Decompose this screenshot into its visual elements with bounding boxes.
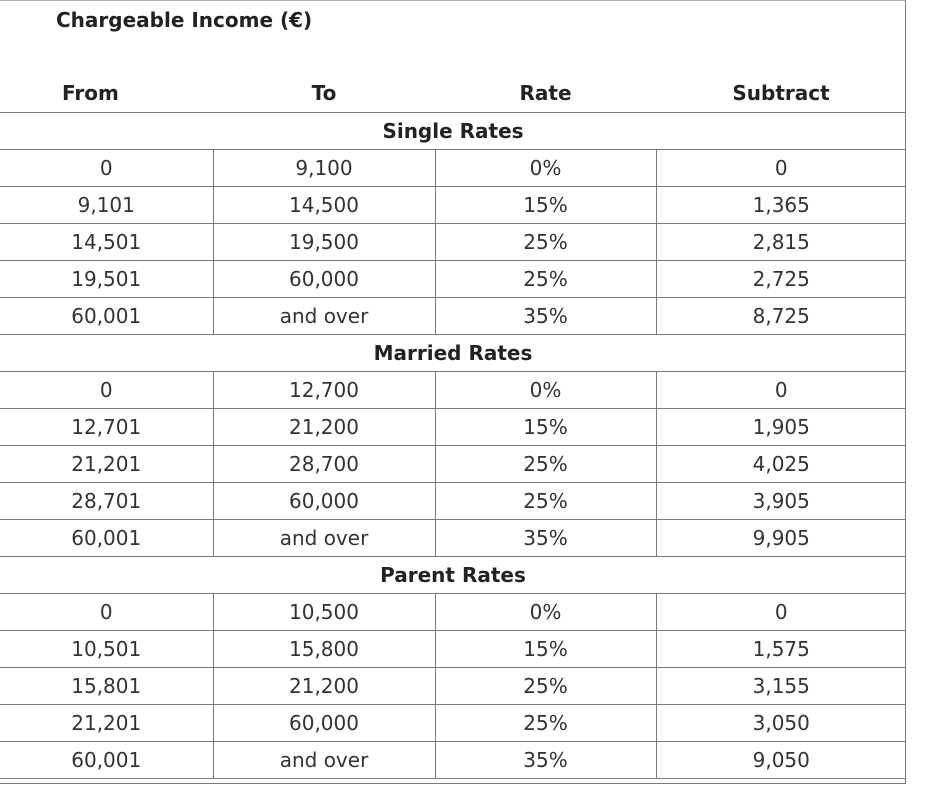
rate-cell: 0% — [435, 372, 656, 409]
subtract-cell: 0 — [656, 150, 906, 187]
to-cell: 21,200 — [213, 409, 435, 446]
header-from: From — [0, 74, 213, 113]
from-cell: 9,101 — [0, 187, 213, 224]
from-cell: 0 — [0, 150, 213, 187]
subtract-cell: 2,725 — [656, 261, 906, 298]
subtract-cell: 3,155 — [656, 668, 906, 705]
rate-cell: 0% — [435, 594, 656, 631]
to-cell: 60,000 — [213, 261, 435, 298]
to-cell: 60,000 — [213, 483, 435, 520]
rate-cell: 35% — [435, 520, 656, 557]
header-rate: Rate — [435, 74, 656, 113]
subtract-cell: 3,905 — [656, 483, 906, 520]
table-row — [0, 631, 906, 668]
to-cell: and over — [213, 298, 435, 335]
from-cell: 28,701 — [0, 483, 213, 520]
rate-cell: 25% — [435, 446, 656, 483]
from-cell: 21,201 — [0, 446, 213, 483]
subtract-cell: 3,050 — [656, 705, 906, 742]
section-header-row — [0, 335, 906, 372]
section-title: Married Rates — [0, 335, 906, 372]
table-row — [0, 705, 906, 742]
table-body — [0, 113, 906, 779]
from-cell: 60,001 — [0, 520, 213, 557]
to-cell: 10,500 — [213, 594, 435, 631]
rate-cell: 25% — [435, 224, 656, 261]
subtract-cell: 4,025 — [656, 446, 906, 483]
subtract-cell: 1,365 — [656, 187, 906, 224]
to-cell: and over — [213, 742, 435, 779]
subtract-cell: 9,050 — [656, 742, 906, 779]
rate-cell: 25% — [435, 705, 656, 742]
table-row — [0, 187, 906, 224]
to-cell: 28,700 — [213, 446, 435, 483]
table-row — [0, 298, 906, 335]
table-row — [0, 742, 906, 779]
subtract-cell: 2,815 — [656, 224, 906, 261]
rate-cell: 35% — [435, 298, 656, 335]
from-cell: 60,001 — [0, 742, 213, 779]
to-cell: 14,500 — [213, 187, 435, 224]
table-row — [0, 668, 906, 705]
table-row — [0, 372, 906, 409]
table-row — [0, 594, 906, 631]
rate-cell: 25% — [435, 261, 656, 298]
subtract-cell: 0 — [656, 594, 906, 631]
from-cell: 21,201 — [0, 705, 213, 742]
to-cell: 21,200 — [213, 668, 435, 705]
subtract-cell: 8,725 — [656, 298, 906, 335]
to-cell: 60,000 — [213, 705, 435, 742]
to-cell: 9,100 — [213, 150, 435, 187]
from-cell: 0 — [0, 372, 213, 409]
subtract-cell: 0 — [656, 372, 906, 409]
to-cell: and over — [213, 520, 435, 557]
from-cell: 0 — [0, 594, 213, 631]
rate-cell: 0% — [435, 150, 656, 187]
table-row — [0, 483, 906, 520]
section-header-row — [0, 557, 906, 594]
table-row — [0, 409, 906, 446]
from-cell: 14,501 — [0, 224, 213, 261]
from-cell: 60,001 — [0, 298, 213, 335]
to-cell: 12,700 — [213, 372, 435, 409]
rate-cell: 25% — [435, 668, 656, 705]
rate-cell: 25% — [435, 483, 656, 520]
table-row — [0, 520, 906, 557]
rate-cell: 15% — [435, 409, 656, 446]
rate-cell: 15% — [435, 631, 656, 668]
table-row — [0, 446, 906, 483]
to-cell: 15,800 — [213, 631, 435, 668]
header-row — [0, 74, 906, 113]
rate-cell: 15% — [435, 187, 656, 224]
header-subtract: Subtract — [656, 74, 906, 113]
rate-cell: 35% — [435, 742, 656, 779]
to-cell: 19,500 — [213, 224, 435, 261]
table-row — [0, 224, 906, 261]
subtract-cell: 1,905 — [656, 409, 906, 446]
title-row — [0, 0, 906, 74]
from-cell: 15,801 — [0, 668, 213, 705]
section-title: Single Rates — [0, 113, 906, 150]
table-title: Chargeable Income (€) — [56, 8, 313, 32]
section-header-row — [0, 113, 906, 150]
header-to: To — [213, 74, 435, 113]
section-title: Parent Rates — [0, 557, 906, 594]
subtract-cell: 9,905 — [656, 520, 906, 557]
table-row — [0, 150, 906, 187]
table-row — [0, 261, 906, 298]
from-cell: 10,501 — [0, 631, 213, 668]
from-cell: 12,701 — [0, 409, 213, 446]
table-title-cell — [0, 0, 906, 74]
from-cell: 19,501 — [0, 261, 213, 298]
subtract-cell: 1,575 — [656, 631, 906, 668]
